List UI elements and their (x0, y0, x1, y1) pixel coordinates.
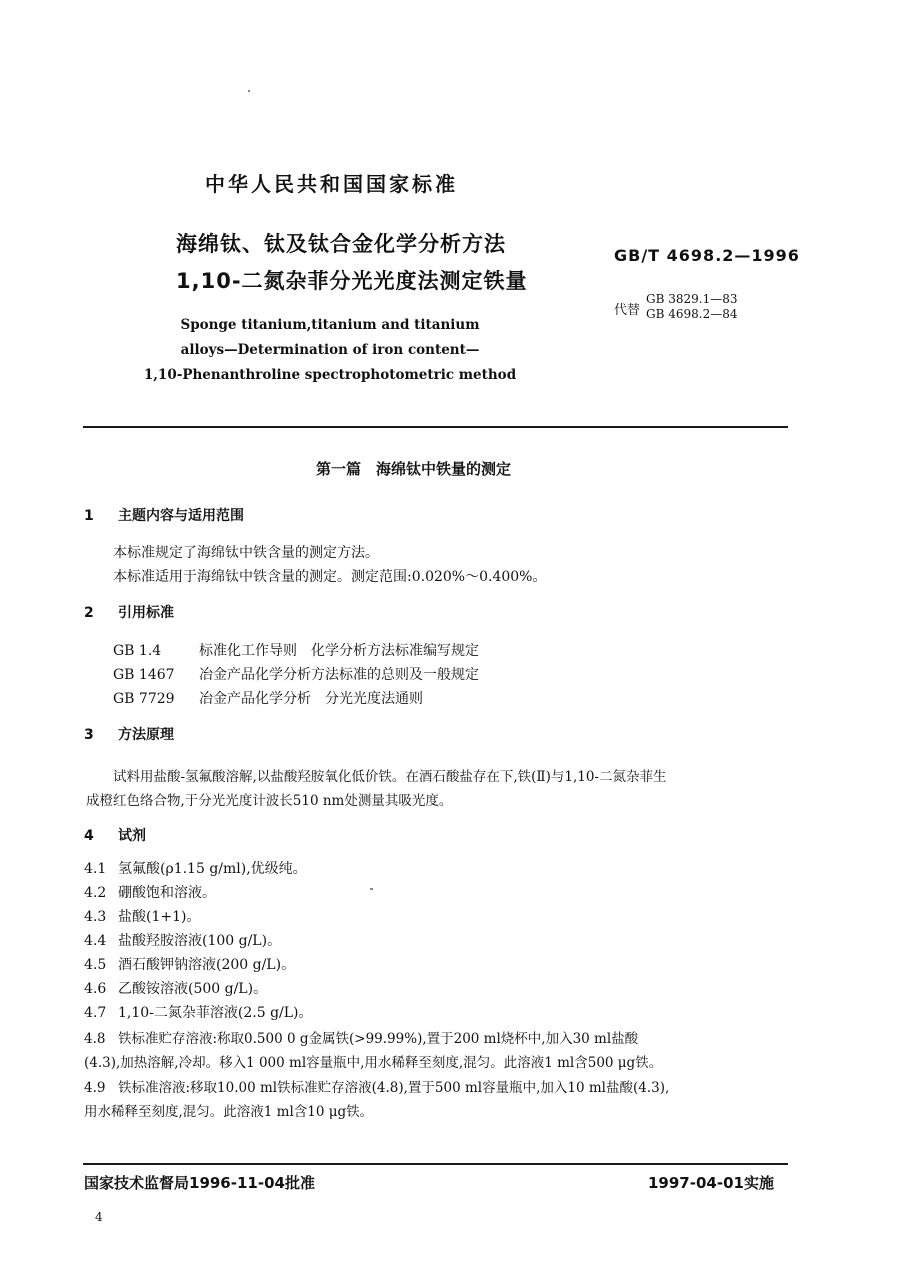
reagent-item (84, 858, 307, 878)
english-title-line1: Sponge titanium,titanium and titanium (180, 317, 480, 333)
document-title-line2: 1,10-二氮杂菲分光光度法测定铁量 (176, 269, 528, 293)
section-4-heading (84, 825, 146, 845)
section-number: 2 (84, 605, 94, 621)
reagent-number: 4.1 (84, 861, 107, 877)
reagent-text: 硼酸饱和溶液。 (118, 885, 216, 901)
section-3-text-line: 成橙红色络合物,于分光光度计波长510 nm处测量其吸光度。 (86, 793, 453, 809)
reagent-item (84, 1002, 313, 1022)
part-title: 第一篇 海绵钛中铁量的测定 (316, 460, 512, 478)
section-title: 试剂 (118, 828, 146, 844)
reagent-number: 4.9 (84, 1080, 106, 1096)
section-1-heading (84, 505, 244, 525)
section-3-text-line: 试料用盐酸-氢氟酸溶解,以盐酸羟胺氧化低价铁。在酒石酸盐存在下,铁(Ⅱ)与1,10-二氮杂菲生 (113, 769, 667, 785)
section-1-paragraph: 本标准适用于海绵钛中铁含量的测定。测定范围:0.020%～0.400%。 (113, 569, 547, 585)
page-number: 4 (95, 1210, 103, 1224)
section-3-heading (84, 724, 174, 744)
reagent-item (84, 954, 295, 974)
replaces-standard: GB 4698.2—84 (646, 307, 738, 321)
reagent-number: 4.3 (84, 909, 107, 925)
reagent-text: 氢氟酸(ρ1.15 g/ml),优级纯。 (118, 861, 307, 877)
reagent-item (84, 978, 267, 998)
reagent-text: 酒石酸钾钠溶液(200 g/L)。 (118, 957, 296, 973)
reagent-item-continuation: 用水稀释至刻度,混匀。此溶液1 ml含10 μg铁。 (84, 1104, 374, 1120)
reagent-text: 盐酸羟胺溶液(100 g/L)。 (118, 933, 282, 949)
section-number: 1 (84, 508, 94, 524)
scan-speck (370, 888, 373, 890)
approval-statement: 国家技术监督局1996-11-04批准 (84, 1174, 315, 1192)
reagent-text: 盐酸(1+1)。 (118, 909, 201, 925)
document-title-line1: 海绵钛、钛及钛合金化学分析方法 (176, 232, 506, 256)
reagent-number: 4.8 (84, 1031, 106, 1047)
reference-item (113, 664, 479, 684)
reagent-number: 4.5 (84, 957, 107, 973)
section-title: 主题内容与适用范围 (118, 508, 244, 524)
section-2-heading (84, 602, 174, 622)
reagent-item (84, 930, 281, 950)
reagent-item (84, 1027, 638, 1047)
reagent-item (84, 1076, 669, 1096)
reference-item (113, 688, 423, 708)
reagent-number: 4.2 (84, 885, 107, 901)
section-title: 方法原理 (118, 727, 174, 743)
section-number: 3 (84, 727, 94, 743)
reagent-text: 乙酸铵溶液(500 g/L)。 (118, 981, 268, 997)
reagent-item (84, 882, 216, 902)
reference-title: 冶金产品化学分析方法标准的总则及一般规定 (199, 667, 479, 683)
section-title: 引用标准 (118, 605, 174, 621)
reference-title: 标准化工作导则 化学分析方法标准编写规定 (199, 643, 479, 659)
replaces-standard: GB 3829.1—83 (646, 292, 738, 306)
reagent-number: 4.7 (84, 1005, 107, 1021)
english-title-line3: 1,10-Phenanthroline spectrophotometric method (143, 367, 517, 383)
implementation-date: 1997-04-01实施 (648, 1174, 774, 1192)
english-title-line2: alloys—Determination of iron content— (180, 342, 480, 358)
reagent-item-continuation: (4.3),加热溶解,冷却。移入1 000 ml容量瓶中,用水稀释至刻度,混匀。此溶液1 ml含500 μg铁。 (84, 1055, 663, 1071)
section-number: 4 (84, 828, 94, 844)
replaces-label: 代替 (614, 303, 641, 318)
reference-title: 冶金产品化学分析 分光光度法通则 (199, 691, 423, 707)
reagent-text: 铁标准贮存溶液:称取0.500 0 g金属铁(>99.99%),置于200 ml烧杯中,加入30 ml盐酸 (118, 1031, 639, 1047)
header-divider (83, 426, 788, 428)
standard-number: GB/T 4698.2—1996 (614, 246, 800, 265)
scan-speck (248, 90, 250, 92)
national-standard-heading: 中华人民共和国国家标准 (205, 172, 458, 196)
reference-code: GB 7729 (113, 691, 175, 707)
reagent-number: 4.6 (84, 981, 107, 997)
reference-code: GB 1467 (113, 667, 175, 683)
reagent-number: 4.4 (84, 933, 107, 949)
footer-divider (83, 1163, 788, 1165)
reference-item (113, 640, 479, 660)
reagent-text: 铁标准溶液:移取10.00 ml铁标准贮存溶液(4.8),置于500 ml容量瓶中,加入10 ml盐酸(4.3), (118, 1080, 670, 1096)
reagent-item (84, 906, 200, 926)
section-1-paragraph: 本标准规定了海绵钛中铁含量的测定方法。 (113, 545, 379, 561)
reference-code: GB 1.4 (113, 643, 162, 659)
reagent-text: 1,10-二氮杂菲溶液(2.5 g/L)。 (118, 1005, 313, 1021)
